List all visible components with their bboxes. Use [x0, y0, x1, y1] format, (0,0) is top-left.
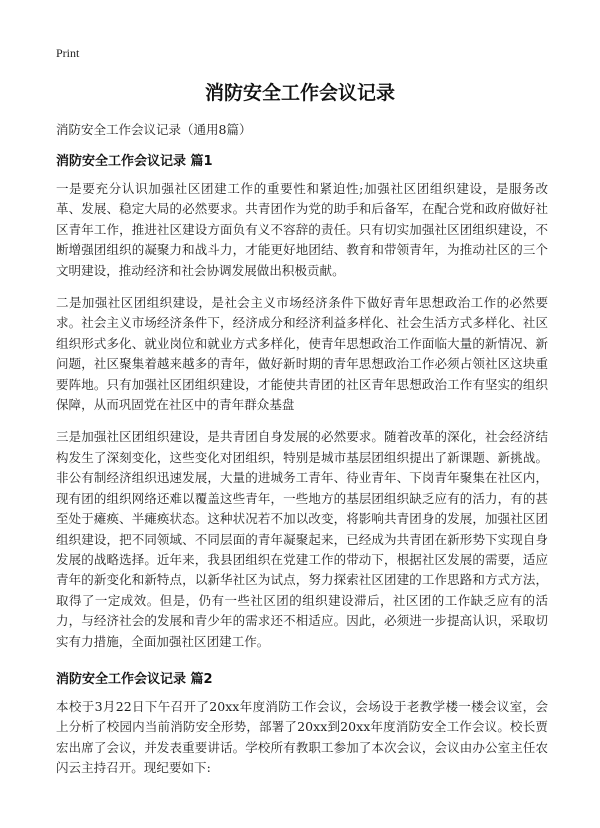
paragraph: 本校于3月22日下午召开了20xx年度消防工作会议，会场设于老教学楼一楼会议室，会上分析了校园内当前消防安全形势，部署了20xx到20xx年度消防安全工作会议。校长贾宏出席了会议，并发表重要讲话。学校所有教职工参加了本次会议，会议由办公室主任农闪云主持召开。现纪要如下:: [56, 698, 548, 776]
section-2: [56, 668, 548, 779]
section-heading: 消防安全工作会议记录 篇2: [56, 671, 213, 687]
document-subtitle: 消防安全工作会议记录（通用8篇）: [56, 122, 252, 137]
paragraph: 一是要充分认识加强社区团建工作的重要性和紧迫性;加强社区团组织建设，是服务改革、发展、稳定大局的必然要求。共青团作为党的助手和后备军，在配合党和政府做好社区青年工作，推进社区建设方面负有义不容辞的责任。只有切实加强社区团组织建设，不断增强团组织的凝聚力和战斗力，才能更好地团结、教育和带领青年，为推动社区的三个文明建设，推动经济和社会协调发展做出积极贡献。: [56, 181, 548, 278]
page-title: 消防安全工作会议记录: [204, 82, 395, 104]
document-content: [56, 150, 548, 791]
section-heading: 消防安全工作会议记录 篇1: [56, 154, 213, 169]
section-1: [56, 150, 548, 652]
paragraph: 二是加强社区团组织建设，是社会主义市场经济条件下做好青年思想政治工作的必然要求。社会主义市场经济条件下，经济成分和经济利益多样化、社会生活方式多样化、社区组织形式多化、就业岗位和就业方式多样化，使青年思想政治工作面临大量的新情况、新问题，社区聚集着越来越多的青年，做好新时期的青年思想政治工作必须占领社区这块重要阵地。只有加强社区团组织建设，才能使共青团的社区青年思想政治工作有坚实的组织保障，从而巩固党在社区中的青年群众基盘: [56, 295, 548, 413]
paragraph: 三是加强社区团组织建设，是共青团自身发展的必然要求。随着改革的深化，社会经济结构发生了深刻变化，这些变化对团组织，特别是城市基层团组织提出了新课题、新挑战。非公有制经济组织迅速发展，大量的进城务工青年、待业青年、下岗青年聚集在社区内，现有团的组织网络还难以覆盖这些青年，一些地方的基层团组织缺乏应有的活力，有的甚至处于瘫痪、半瘫痪状态。这种状况若不加以改变，将影响共青团身的发展，加强社区团组织建设，把不同领域、不同层面的青年凝聚起来，已经成为共青团在新形势下实现自身发展的战略选择。近年来，我县团组织在党建工作的带动下，根据社区发展的需要，适应青年的新变化和新特点，以新华社区为试点，努力探索社区团建的工作思路和方式方法，取得了一定成效。但是，仍有一些社区团的组织建设滞后，社区团的工作缺乏应有的活力，与经济社会的发展和青少年的需求还不相适应。因此，必须进一步提高认识，采取切实有力措施，全面加强社区团建工作。: [56, 429, 548, 649]
print-link[interactable]: Print: [56, 46, 80, 60]
